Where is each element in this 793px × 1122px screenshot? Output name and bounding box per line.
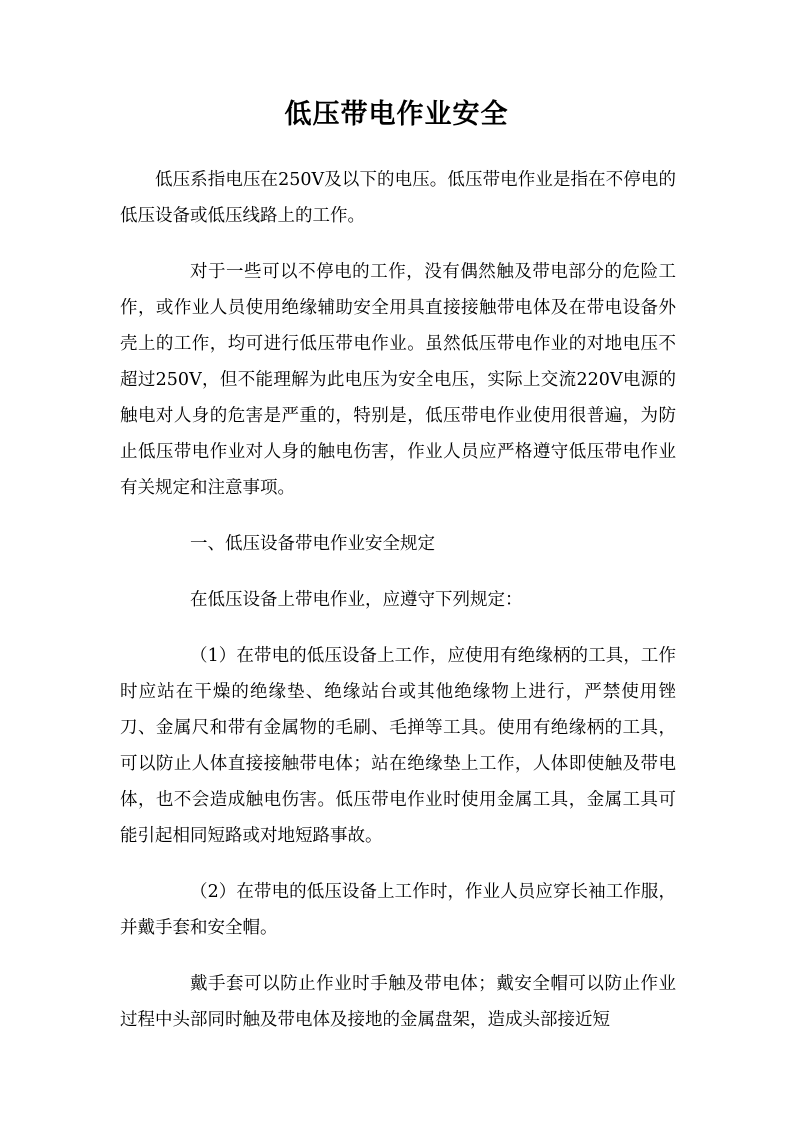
paragraph-intro: 低压系指电压在250V及以下的电压。低压带电作业是指在不停电的低压设备或低压线路上的工作。 <box>120 170 676 226</box>
paragraph-rule-2: （2）在带电的低压设备上工作时，作业人员应穿长袖工作服，并戴手套和安全帽。 <box>120 882 676 938</box>
section-heading: 一、低压设备带电作业安全规定 <box>190 534 435 554</box>
document-title: 低压带电作业安全 <box>284 99 509 130</box>
paragraph-explanation: 对于一些可以不停电的工作，没有偶然触及带电部分的危险工作，或作业人员使用绝缘辅助安全用具直接接触带电体及在带电设备外壳上的工作，均可进行低压带电作业。虽然低压带电作业的对地电压不超过250V，但不能理解为此电压为安全电压，实际上交流220V电源的触电对人身的危害是严重的，特别是，低压带电作业使用很普遍，为防止低压带电作业对人身的触电伤害，作业人员应严格遵守低压带电作业有关规定和注意事项。 <box>120 262 676 498</box>
paragraph-rule-1: （1）在带电的低压设备上工作，应使用有绝缘柄的工具，工作时应站在干燥的绝缘垫、绝缘站台或其他绝缘物上进行，严禁使用锉刀、金属尺和带有金属物的毛刷、毛掸等工具。使用有绝缘柄的工具，可以防止人体直接接触带电体；站在绝缘垫上工作，人体即使触及带电体，也不会造成触电伤害。低压带电作业时使用金属工具，金属工具可能引起相同短路或对地短路事故。 <box>120 646 676 846</box>
document-body <box>120 162 676 1058</box>
paragraph-rule-2-explanation: 戴手套可以防止作业时手触及带电体；戴安全帽可以防止作业过程中头部同时触及带电体及接地的金属盘架，造成头部接近短 <box>120 974 676 1030</box>
paragraph-rules-intro: 在低压设备上带电作业，应遵守下列规定： <box>190 590 523 610</box>
